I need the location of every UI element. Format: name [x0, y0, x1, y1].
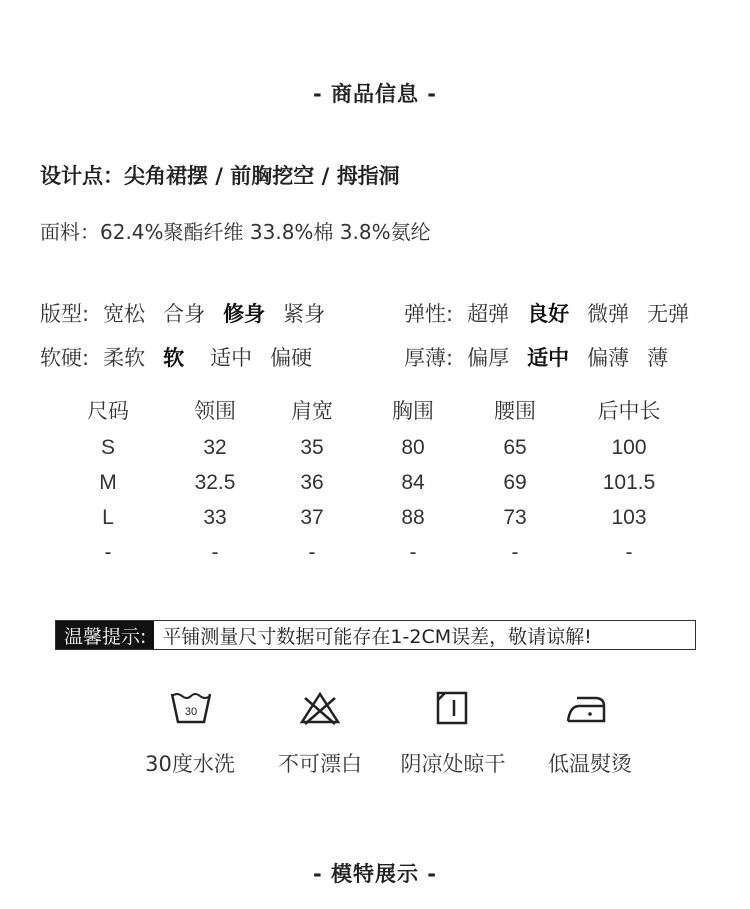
- size-table-header: 尺码: [87, 400, 129, 423]
- design-points: 设计点：尖角裙摆 / 前胸挖空 / 拇指洞: [40, 164, 400, 188]
- table-cell: 35: [300, 435, 324, 459]
- table-row: [58, 465, 702, 500]
- size-table-header: 胸围: [392, 400, 434, 423]
- size-table: [58, 390, 702, 570]
- table-row: [58, 500, 702, 535]
- wash-30-icon: [168, 688, 214, 728]
- table-cell: 32: [203, 435, 227, 459]
- attr-fit-label: 版型:: [40, 302, 90, 326]
- care-label-no-bleach: 不可漂白: [278, 752, 362, 776]
- size-table-header: 后中长: [597, 400, 661, 423]
- section-title-product-info: - 商品信息 -: [312, 82, 438, 106]
- table-cell: -: [104, 540, 112, 564]
- table-cell: 69: [503, 470, 527, 494]
- fabric-composition: 面料：62.4%聚酯纤维 33.8%棉 3.8%氨纶: [40, 220, 431, 244]
- table-row: [58, 430, 702, 465]
- attr-thickness-label: 厚薄:: [404, 346, 454, 370]
- attr-hardness: [40, 342, 330, 372]
- table-cell: M: [99, 470, 117, 494]
- table-cell: 73: [503, 505, 527, 529]
- attr-thickness-option: 偏薄: [587, 346, 630, 370]
- tip-label: 温馨提示:: [56, 621, 154, 649]
- table-cell: 88: [401, 505, 425, 529]
- attr-elasticity-option: 无弹: [647, 302, 690, 326]
- size-table-header: 领围: [194, 400, 236, 423]
- attr-thickness-option: 薄: [647, 346, 669, 370]
- attr-fit-option-selected: 修身: [223, 302, 266, 326]
- tip-bar: [55, 620, 696, 650]
- no-bleach-icon: [297, 688, 343, 728]
- attr-hardness-option: 柔软: [103, 346, 146, 370]
- wash-30-number: 30: [184, 706, 198, 718]
- attr-elasticity-option: 超弹: [467, 302, 510, 326]
- attr-fit-option: 合身: [163, 302, 206, 326]
- shade-dry-icon: [430, 688, 476, 728]
- care-label-shade-dry: 阴凉处晾干: [400, 752, 506, 776]
- attr-hardness-label: 软硬:: [40, 346, 90, 370]
- attr-fit-option: 宽松: [103, 302, 146, 326]
- table-cell: -: [211, 540, 219, 564]
- table-cell: L: [102, 505, 114, 529]
- table-cell: -: [511, 540, 519, 564]
- attr-thickness: [404, 342, 668, 372]
- size-table-header: 肩宽: [291, 400, 333, 423]
- table-cell: -: [308, 540, 316, 564]
- table-cell: 100: [611, 435, 647, 459]
- attr-elasticity-option-selected: 良好: [527, 302, 570, 326]
- table-cell: 101.5: [602, 470, 656, 494]
- table-row: [58, 535, 702, 570]
- attr-hardness-option: 偏硬: [270, 346, 313, 370]
- care-label-wash: 30度水洗: [145, 752, 235, 776]
- table-cell: 36: [300, 470, 324, 494]
- attr-elasticity: [404, 298, 689, 328]
- attr-elasticity-label: 弹性:: [404, 302, 454, 326]
- tip-text: 平铺测量尺寸数据可能存在1-2CM误差，敬请谅解!: [162, 625, 592, 648]
- attr-thickness-option: 偏厚: [467, 346, 510, 370]
- table-cell: -: [625, 540, 633, 564]
- attr-thickness-option-selected: 适中: [527, 346, 570, 370]
- attr-fit: [40, 298, 343, 328]
- low-iron-icon: [563, 688, 609, 728]
- table-cell: 32.5: [194, 470, 236, 494]
- care-label-low-iron: 低温熨烫: [548, 752, 632, 776]
- table-cell: 65: [503, 435, 527, 459]
- attr-hardness-option-selected: 软: [163, 346, 185, 370]
- table-cell: 33: [203, 505, 227, 529]
- table-cell: 37: [300, 505, 324, 529]
- table-cell: 103: [611, 505, 647, 529]
- table-cell: 84: [401, 470, 425, 494]
- size-table-header-row: [58, 390, 702, 430]
- section-title-model-display: - 模特展示 -: [312, 862, 438, 886]
- attr-fit-option: 紧身: [283, 302, 326, 326]
- attr-elasticity-option: 微弹: [587, 302, 630, 326]
- table-cell: S: [100, 435, 115, 459]
- size-table-header: 腰围: [494, 400, 536, 423]
- attr-hardness-option: 适中: [210, 346, 253, 370]
- table-cell: -: [409, 540, 417, 564]
- table-cell: 80: [401, 435, 425, 459]
